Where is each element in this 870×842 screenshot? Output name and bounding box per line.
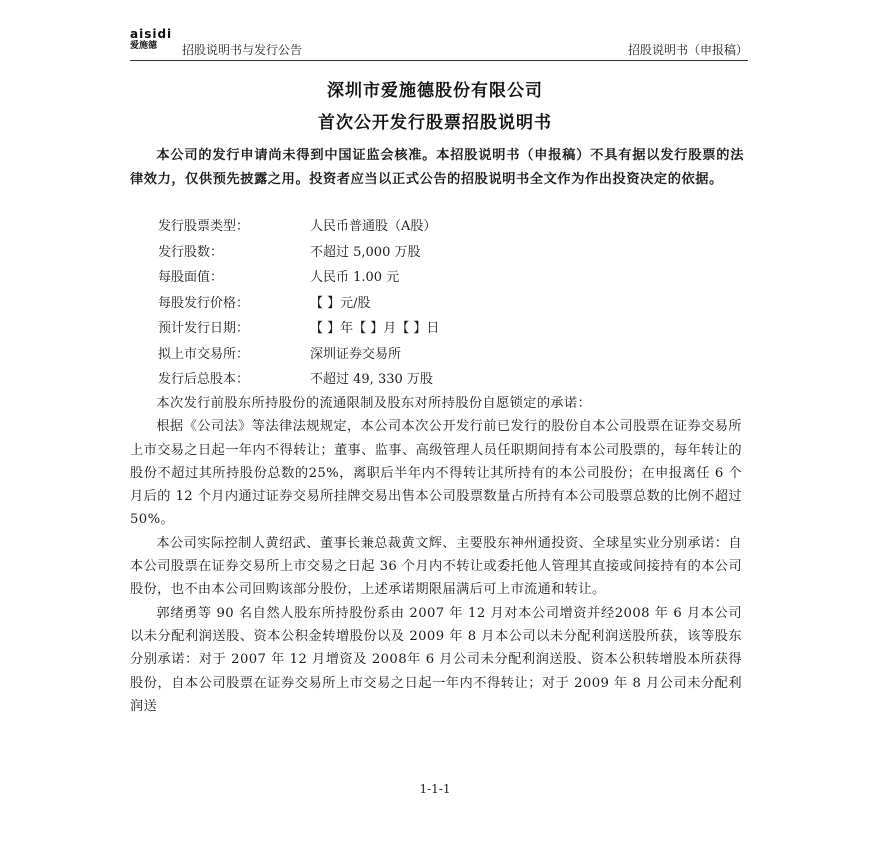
document-title: 首次公开发行股票招股说明书 [318, 113, 552, 133]
page-header [130, 24, 748, 61]
field-value: 人民币 1.00 元 [310, 270, 400, 285]
page-number: 1-1-1 [419, 782, 451, 796]
field-label: 预计发行日期： [158, 321, 250, 336]
logo-chinese-text: 爱施德 [130, 41, 158, 51]
header-right-title: 招股说明书（申报稿） [627, 43, 748, 57]
field-label: 发行后总股本： [158, 372, 250, 387]
logo-latin-text: aisidi [130, 27, 173, 41]
field-label: 每股发行价格： [158, 295, 250, 311]
body-paragraph: 根据《公司法》等法律法规规定，本公司本次公开发行前已发行的股份自本公司股票在证券交易所上市交易之日起一年内不得转让；董事、监事、高级管理人员任职期间持有本公司股票的，每年转让的股份不超过其所持股份总数的25%，离职后半年内不得转让其所持有的本公司股份；在申报离任 6 个月后的 12 个月内通过证券交易所挂牌交易出售本公司股票数量占所持有本公司股票总数的比例不超过 50%。 [130, 419, 742, 528]
field-value: 深圳证券交易所 [310, 346, 402, 362]
field-value: 【 】年【 】月【 】日 [310, 321, 440, 336]
company-name: 深圳市爱施德股份有限公司 [327, 81, 543, 101]
notice-paragraph: 本公司的发行申请尚未得到中国证监会核准。本招股说明书（申报稿）不具有据以发行股票的法律效力，仅供预先披露之用。投资者应当以正式公告的招股说明书全文作为作出投资决定的依据。 [130, 148, 744, 187]
field-label: 拟上市交易所： [158, 346, 250, 362]
body-paragraph: 本次发行前股东所持股份的流通限制及股东对所持股份自愿锁定的承诺： [156, 396, 592, 411]
body-paragraph: 郭绪勇等 90 名自然人股东所持股份系由 2007 年 12 月对本公司增资并经2008 年 6 月本公司以未分配利润送股、资本公积金转增股份以及 2009 年 8 月本公司以未分配利润送股所获，该等股东分别承诺：对于 2007 年 12 月增资及 2008年 6 月公司未分配利润送股、资本公积转增股本所获得股份，自本公司股票在证券交易所上市交易之日起一年内不得转让；对于 2009 年 8 月公司未分配利润送 [130, 605, 742, 714]
body-text [130, 392, 742, 718]
field-value: 不超过 5,000 万股 [310, 244, 421, 260]
body-paragraph: 本公司实际控制人黄绍武、董事长兼总裁黄文辉、主要股东神州通投资、全球星实业分别承诺：自本公司股票在证券交易所上市交易之日起 36 个月内不转让或委托他人管理其直接或间接持有的本公司股份，也不由本公司回购该部分股份，上述承诺期限届满后可上市流通和转让。 [130, 535, 742, 598]
field-label: 发行股数： [158, 244, 224, 260]
field-label: 发行股票类型： [158, 219, 250, 234]
company-logo [130, 28, 176, 51]
field-value: 【 】元/股 [310, 295, 371, 311]
field-value: 不超过 49, 330 万股 [310, 372, 433, 387]
header-left-title: 招股说明书与发行公告 [182, 43, 303, 57]
field-label: 每股面值： [158, 270, 224, 285]
field-value: 人民币普通股（A股） [310, 219, 437, 234]
